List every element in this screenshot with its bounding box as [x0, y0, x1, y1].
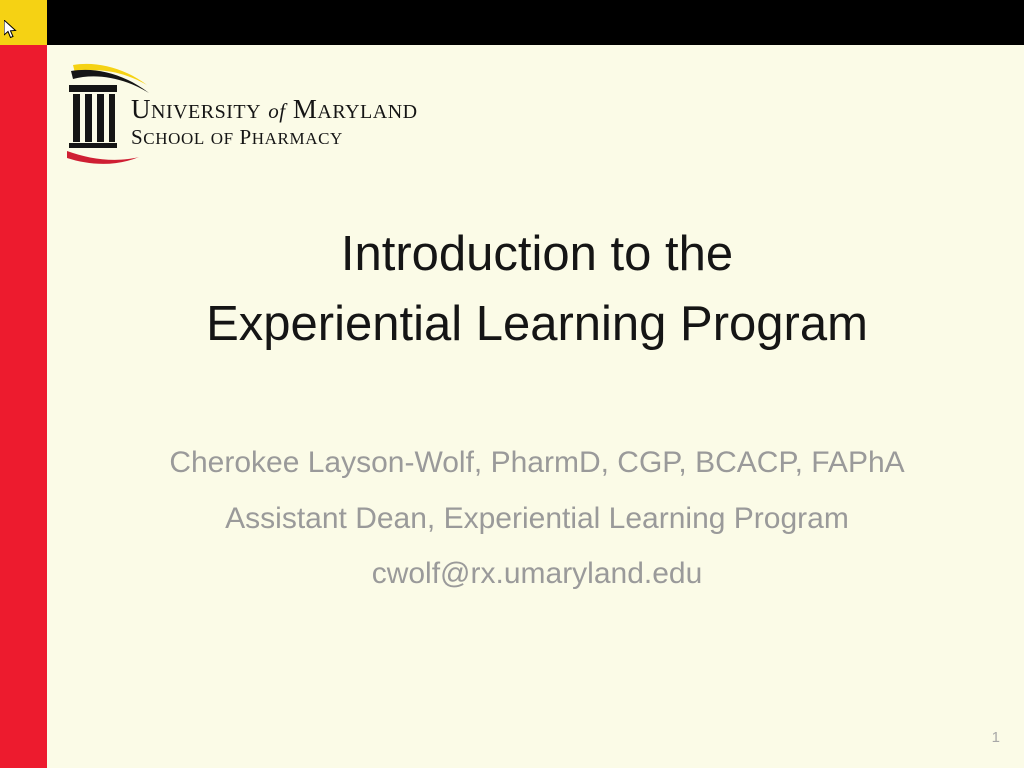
logo-s: S: [131, 125, 144, 150]
presenter-email: cwolf@rx.umaryland.edu: [371, 557, 703, 590]
slide-title-line-1: Introduction to the: [340, 227, 734, 281]
logo-chool: CHOOL: [143, 129, 205, 149]
corner-yellow-block: [0, 0, 47, 45]
university-logo: [65, 55, 485, 180]
top-black-bar: [0, 0, 1024, 45]
logo-m: M: [292, 94, 318, 124]
logo-u: U: [131, 94, 151, 124]
left-red-band: [0, 45, 47, 768]
presenter-title: Assistant Dean, Experiential Learning Program: [225, 501, 849, 535]
slide-subtitle: [87, 435, 987, 602]
logo-of: of: [268, 99, 286, 123]
presenter-name: Cherokee Layson-Wolf, PharmD, CGP, BCACP, FAPhA: [169, 446, 905, 479]
logo-p: P: [239, 125, 252, 150]
logo-aryland: ARYLAND: [317, 101, 418, 123]
slide-number: 1: [991, 729, 1000, 746]
slide-title-line-2: Experiential Learning Program: [206, 296, 868, 351]
logo-line-school: [131, 125, 491, 150]
logo-niversity: NIVERSITY: [151, 101, 262, 123]
logo-of2: OF: [210, 129, 234, 149]
university-logo-text: [131, 95, 491, 150]
logo-line-university: [131, 95, 491, 123]
logo-harmacy: HARMACY: [251, 129, 343, 149]
slide-canvas: [47, 45, 1024, 768]
slide-title: [87, 220, 987, 359]
